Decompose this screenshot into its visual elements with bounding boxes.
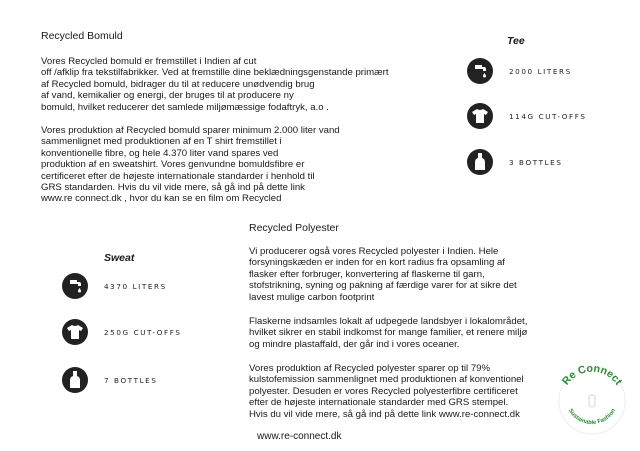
re-connect-logo xyxy=(553,360,631,443)
sweat-stat-bottles xyxy=(62,367,157,393)
svg-text:Re Connect xyxy=(560,363,625,388)
text-line: flasker efter forbruger, konvertering af flaskerne til garn, xyxy=(249,268,485,280)
tee-cutoffs-label: 114G CUT-OFFS xyxy=(509,111,587,121)
text-line: forsyningskæden er inden for en kort radius fra opsamling af xyxy=(249,257,505,269)
tshirt-icon xyxy=(62,319,88,345)
footer-url: www.re-connect.dk xyxy=(257,431,342,442)
water-drop-icon xyxy=(467,58,493,84)
logo-top-text: Re Connect xyxy=(559,362,625,388)
water-drop-icon xyxy=(62,273,88,299)
tshirt-icon xyxy=(467,103,493,129)
polyester-paragraph-2 xyxy=(249,316,589,350)
text-line: sammenlignet med produktionen af en T shirt fremstillet i xyxy=(41,136,282,148)
polyester-paragraph-3 xyxy=(249,363,589,420)
text-line: certificeret efter de højeste internationale standarder i henhold til xyxy=(41,170,315,182)
tee-stat-water xyxy=(467,58,572,84)
text-line: www.re connect.dk , hvor du kan se en film om Recycled xyxy=(41,193,282,205)
sweat-bottles-label: 7 BOTTLES xyxy=(104,375,158,385)
bomuld-paragraph-2 xyxy=(41,125,441,205)
tee-bottles-label: 3 BOTTLES xyxy=(509,157,563,167)
text-line: af Recycled bomuld, bidrager du til at reducere unødvendig brug xyxy=(41,78,315,90)
text-line: Vores produktion af Recycled bomuld sparer minimum 2.000 liter vand xyxy=(41,125,340,136)
sweat-stat-water xyxy=(62,273,167,299)
sweat-title: Sweat xyxy=(104,252,135,264)
logo-bottom-text: Sustainable Fashion xyxy=(566,407,618,427)
text-line: off /afklip fra tekstilfabrikker. Ved at fremstille dine beklædningsgenstande primært xyxy=(41,67,389,79)
text-line: kulstofemission sammenlignet med produktionen af konventionel xyxy=(249,374,524,386)
text-line: hvilket sikrer en stabil indkomst for mange familier, et renere miljø xyxy=(249,327,528,339)
polyester-title: Recycled Polyester xyxy=(249,222,339,234)
tee-stat-cutoffs xyxy=(467,103,587,129)
bottle-icon xyxy=(467,149,493,175)
text-line: konventionelle fibre, og hele 4.370 liter vand spares ved xyxy=(41,147,279,159)
text-line: lavest mulige carbon footprint xyxy=(249,291,375,303)
text-line: og mindre plastaffald, der går ind i vores oceaner. xyxy=(249,338,460,350)
text-line: af vand, kemikalier og energi, der bruges til at producere ny xyxy=(41,90,294,102)
text-line: Vi producerer også vores Recycled polyester i Indien. Hele xyxy=(249,246,499,257)
text-line: efter de højeste internationale standarder med GRS stempel. xyxy=(249,397,509,409)
sweat-water-label: 4370 LITERS xyxy=(104,281,167,291)
text-line: stofstrikning, syning og pakning af færdige varer for at sikre det xyxy=(249,280,517,292)
text-line: polyester. Desuden er vores Recycled polyesterfibre certificeret xyxy=(249,385,518,397)
text-line: Vores Recycled bomuld er fremstillet i Indien af cut xyxy=(41,56,257,67)
tee-water-label: 2000 LITERS xyxy=(509,66,572,76)
bomuld-title: Recycled Bomuld xyxy=(41,30,123,42)
tee-stat-bottles xyxy=(467,149,562,175)
sweat-stat-cutoffs xyxy=(62,319,182,345)
bottle-icon xyxy=(62,367,88,393)
text-line: GRS standarden. Hvis du vil vide mere, så gå ind på dette link xyxy=(41,182,305,194)
text-line: produktion af en sweatshirt. Vores genvundne bomuldsfibre er xyxy=(41,159,305,171)
text-line: Hvis du vil vide mere, så gå ind på dette link www.re-connect.dk xyxy=(249,408,520,420)
polyester-paragraph-1 xyxy=(249,246,589,303)
logo-mark xyxy=(553,360,631,438)
text-line: Vores produktion af Recycled polyester sparer op til 79% xyxy=(249,363,491,374)
tee-title: Tee xyxy=(507,35,525,47)
bomuld-paragraph-1 xyxy=(41,56,441,113)
text-line: Flaskerne indsamles lokalt af udpegede landsbyer i lokalområdet, xyxy=(249,316,528,327)
logo-bottle-icon xyxy=(589,395,595,407)
text-line: bomuld, hvilket reducerer det samlede miljømæssige fodaftryk, a.o . xyxy=(41,101,329,113)
svg-text:Sustainable Fashion xyxy=(567,408,617,427)
sweat-cutoffs-label: 250G CUT-OFFS xyxy=(104,327,182,337)
